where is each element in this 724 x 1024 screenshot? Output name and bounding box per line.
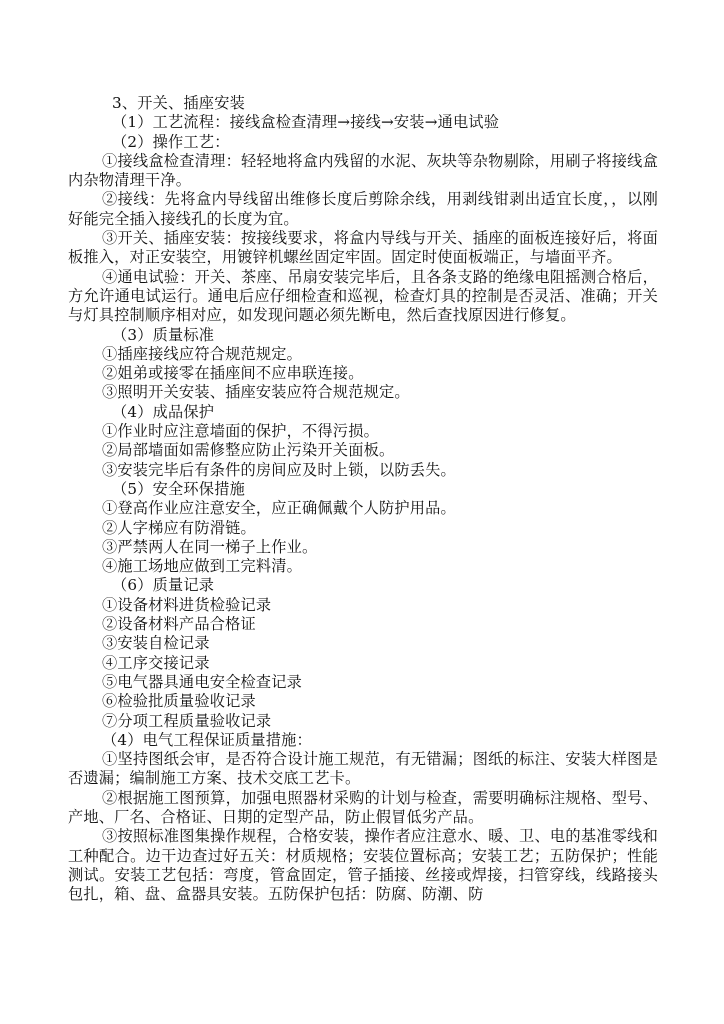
paragraph: ③按照标准图集操作规程，合格安装，操作者应注意水、暖、卫、电的基准零线和工种配合。边干边查过好五关：材质规格；安装位置标高；安装工艺；五防保护；性能测试。安装工艺包括：弯度，管盒固定，管子插接、丝接或焊接，扫管穿线，线路接头包扎，箱、盘、盒器具安装。五防保护包括：防腐、防潮、防 bbox=[68, 827, 658, 904]
list-item: ⑤电气器具通电安全检查记录 bbox=[102, 672, 303, 691]
list-item: ③严禁两人在同一梯子上作业。 bbox=[102, 537, 318, 556]
list-item: ①登高作业应注意安全，应正确佩戴个人防护用品。 bbox=[102, 499, 456, 518]
list-item: ②人字梯应有防滑链。 bbox=[102, 518, 256, 537]
subsection-heading: （2）操作工艺： bbox=[112, 132, 230, 151]
subsection-heading: （6）质量记录 bbox=[112, 576, 215, 595]
list-item: ①设备材料进货检验记录 bbox=[102, 595, 272, 614]
list-item: ⑦分项工程质量验收记录 bbox=[102, 711, 272, 730]
subsection-heading: （4）电气工程保证质量措施： bbox=[102, 730, 312, 749]
list-item: ③照明开关安装、插座安装应符合规范规定。 bbox=[102, 383, 410, 402]
process-flow-line: （1）工艺流程：接线盒检查清理→接线→安装→通电试验 bbox=[112, 113, 500, 132]
list-item: ③安装完毕后有条件的房间应及时上锁，以防丢失。 bbox=[102, 460, 456, 479]
paragraph: ①接线盒检查清理：轻轻地将盒内残留的水泥、灰块等杂物剔除，用刷子将接线盒内杂物清理干净。 bbox=[68, 151, 658, 190]
list-item: ②设备材料产品合格证 bbox=[102, 615, 256, 634]
section-heading: 3、开关、插座安装 bbox=[112, 94, 245, 112]
list-item: ①插座接线应符合规范规定。 bbox=[102, 344, 303, 363]
paragraph: ④通电试验：开关、茶座、吊扇安装完毕后，且各条支路的绝缘电阻摇测合格后，方允许通电试运行。通电后应仔细检查和巡视，检查灯具的控制是否灵活、准确；开关与灯具控制顺序相对应，如发现问题必须先断电，然后查找原因进行修复。 bbox=[68, 267, 658, 325]
subsection-heading: （3）质量标准 bbox=[112, 325, 215, 344]
list-item: ④施工场地应做到工完料清。 bbox=[102, 557, 303, 576]
list-item: ④工序交接记录 bbox=[102, 653, 210, 672]
subsection-heading: （4）成品保护 bbox=[112, 402, 215, 421]
subsection-heading: （5）安全环保措施 bbox=[112, 479, 245, 498]
paragraph: ①坚持图纸会审，是否符合设计施工规范，有无错漏；图纸的标注、安装大样图是否遗漏；编制施工方案、技术交底工艺卡。 bbox=[68, 750, 658, 788]
paragraph: ②根据施工图预算，加强电照器材采购的计划与检查，需要明确标注规格、型号、产地、厂名、合格证、日期的定型产品，防止假冒低劣产品。 bbox=[68, 788, 658, 826]
document-body bbox=[68, 94, 658, 904]
list-item: ⑥检验批质量验收记录 bbox=[102, 692, 256, 711]
list-item: ③安装自检记录 bbox=[102, 634, 210, 653]
paragraph: ③开关、插座安装：按接线要求，将盒内导线与开关、插座的面板连接好后，将面板推入，对正安装空，用镀锌机螺丝固定牢固。固定时使面板端正，与墙面平齐。 bbox=[68, 229, 658, 267]
list-item: ②局部墙面如需修整应防止污染开关面板。 bbox=[102, 441, 395, 460]
paragraph: ②接线：先将盒内导线留出维修长度后剪除余线，用剥线钳剥出适宜长度，，以刚好能完全插入接线孔的长度为宜。 bbox=[68, 190, 658, 228]
list-item: ②姐弟或接零在插座间不应串联连接。 bbox=[102, 364, 364, 383]
list-item: ①作业时应注意墙面的保护，不得污损。 bbox=[102, 422, 379, 441]
